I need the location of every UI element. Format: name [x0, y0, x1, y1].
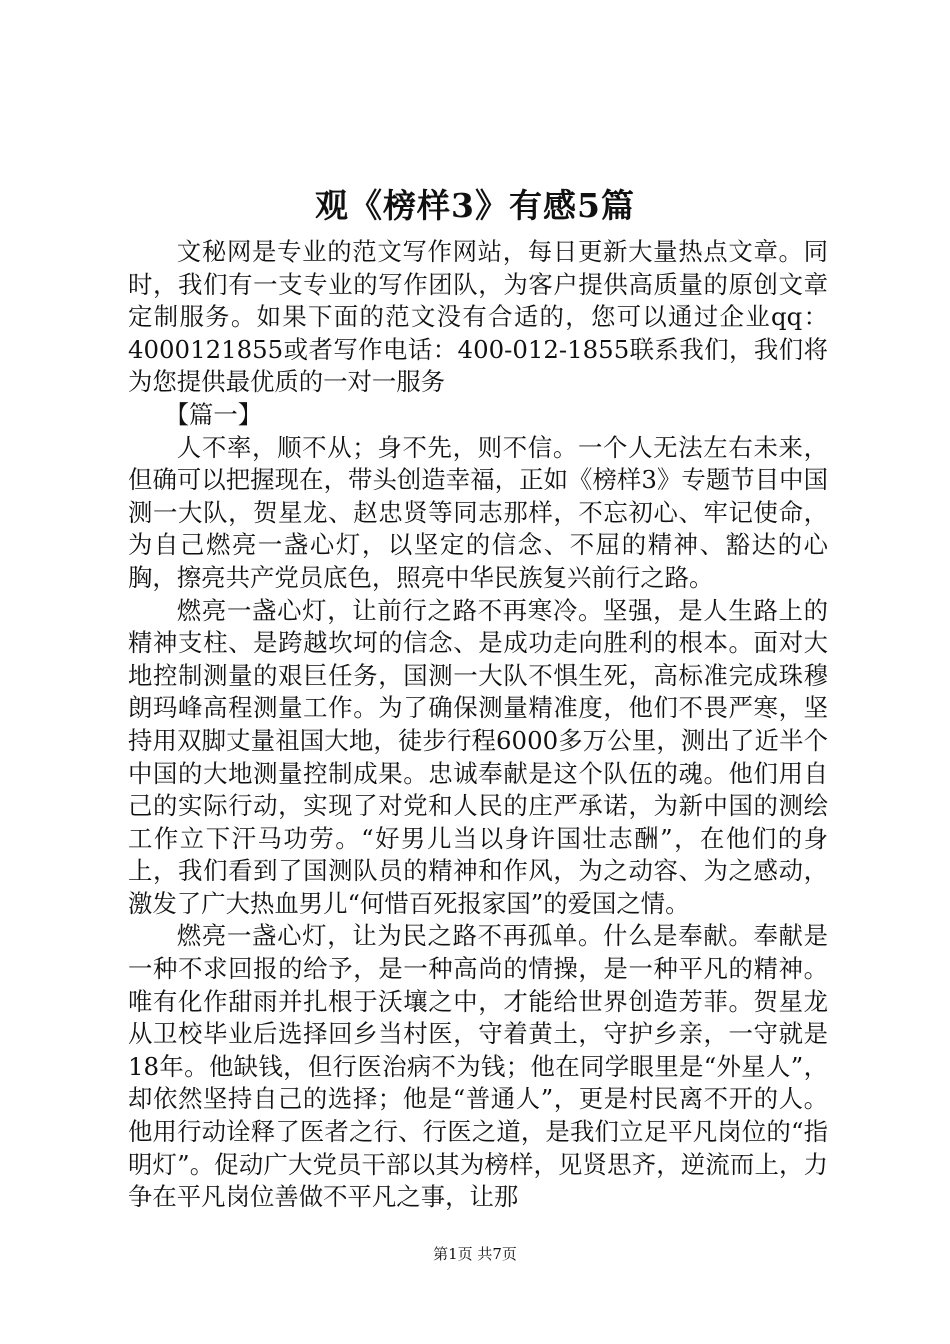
intro-paragraph: 文秘网是专业的范文写作网站，每日更新大量热点文章。同时，我们有一支专业的写作团队，为客户提供高质量的原创文章定制服务。如果下面的范文没有合适的，您可以通过企业qq：4000121855或者写作电话：400-012-1855联系我们，我们将为您提供最优质的一对一服务: [128, 237, 828, 397]
document-title: 观《榜样3》有感5篇: [315, 186, 635, 225]
document-body: [128, 236, 828, 1214]
page-footer: 第1页 共7页: [433, 1245, 517, 1263]
body-paragraph-1: 人不率，顺不从；身不先，则不信。一个人无法左右未来，但确可以把握现在，带头创造幸福，正如《榜样3》专题节目中国测一大队，贺星龙、赵忠贤等同志那样，不忘初心、牢记使命，为自己燃亮一盏心灯，以坚定的信念、不屈的精神、豁达的心胸，擦亮共产党员底色，照亮中华民族复兴前行之路。: [128, 432, 828, 592]
body-paragraph-3: 燃亮一盏心灯，让为民之路不再孤单。什么是奉献。奉献是一种不求回报的给予，是一种高尚的情操，是一种平凡的精神。唯有化作甜雨并扎根于沃壤之中，才能给世界创造芳菲。贺星龙从卫校毕业后选择回乡当村医，守着黄土，守护乡亲，一守就是18年。他缺钱，但行医治病不为钱；他在同学眼里是“外星人”，却依然坚持自己的选择；他是“普通人”，更是村民离不开的人。他用行动诠释了医者之行、行医之道，是我们立足平凡岗位的“指明灯”。促动广大党员干部以其为榜样，见贤思齐，逆流而上，力争在平凡岗位善做不平凡之事，让那: [128, 921, 828, 1212]
body-paragraph-2: 燃亮一盏心灯，让前行之路不再寒冷。坚强，是人生路上的精神支柱、是跨越坎坷的信念、是成功走向胜利的根本。面对大地控制测量的艰巨任务，国测一大队不惧生死，高标准完成珠穆朗玛峰高程测量工作。为了确保测量精准度，他们不畏严寒，坚持用双脚丈量祖国大地，徒步行程6000多万公里，测出了近半个中国的大地测量控制成果。忠诚奉献是这个队伍的魂。他们用自己的实际行动，实现了对党和人民的庄严承诺，为新中国的测绘工作立下汗马功劳。“好男儿当以身许国壮志酬”，在他们的身上，我们看到了国测队员的精神和作风，为之动容、为之感动，激发了广大热血男儿“何惜百死报家国”的爱国之情。: [128, 595, 828, 918]
section-heading: 【篇一】: [164, 399, 263, 429]
